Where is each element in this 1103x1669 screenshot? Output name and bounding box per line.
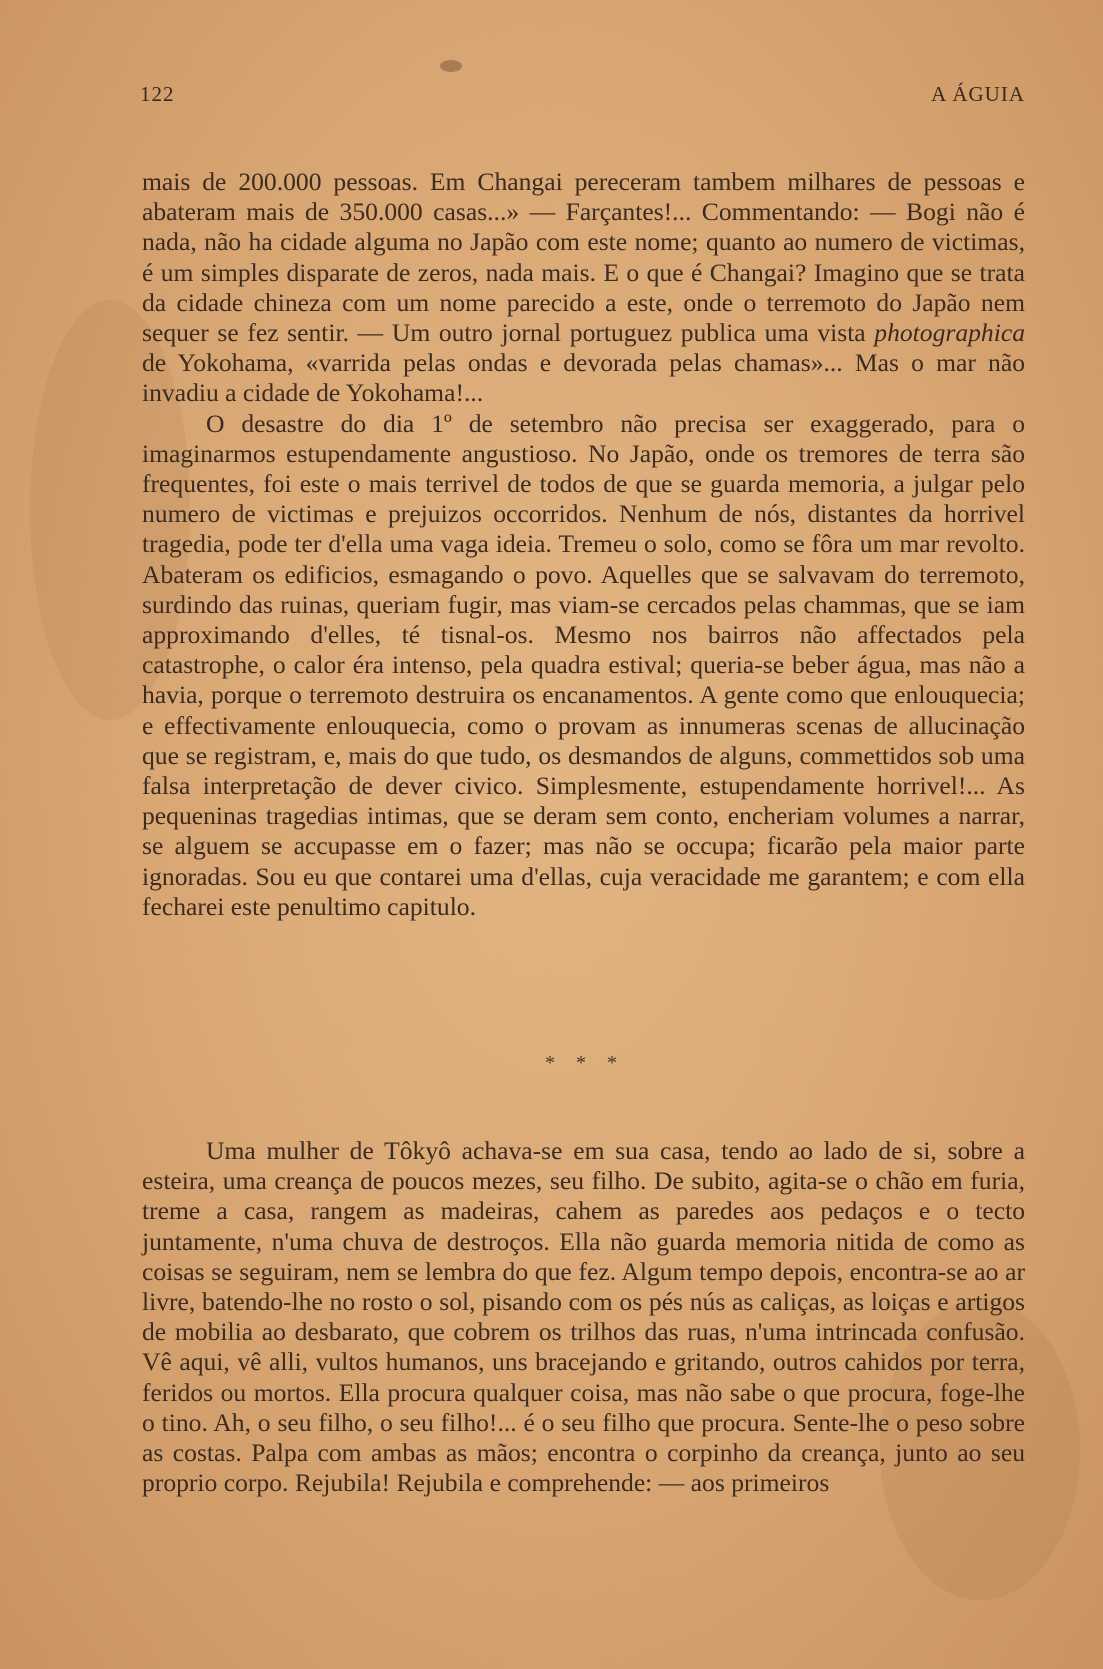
paragraph-text: de Yokohama, «varrida pelas ondas e devorada pelas chamas»... Mas o mar não invadiu a cidade de Yokohama!... — [142, 348, 1025, 408]
paragraph: O desastre do dia 1º de setembro não precisa ser exaggerado, para o imaginarmos estupendamente angustioso. No Japão, onde os tremores de terra são frequentes, foi este o mais terrivel de todos de que se guarda memoria, a julgar pelo numero de victimas e prejuizos occorridos. Nenhum de nós, distantes da horrivel tragedia, pode ter d'ella uma vaga ideia. Tremeu o solo, como se fôra um mar revolto. Abateram os edificios, esmagando o povo. Aquelles que se salvavam do terremoto, surdindo das ruinas, queriam fugir, mas viam-se cercados pelas chammas, que se iam approximando d'elles, té tisnal-os. Mesmo nos bairros não affectados pela catastrophe, o calor éra intenso, pela quadra estival; queria-se beber água, mas não a havia, porque o terremoto destruira os encanamentos. A gente como que enlouquecia; e effectivamente enlouquecia, como o provam as innumeras scenas de allucinação que se registram, e, mais do que tudo, os desmandos de alguns, commettidos sob uma falsa interpretação de dever civico. Simplesmente, estupendamente horrivel!... As pequeninas tragedias intimas, que se deram sem conto, encheriam volumes a narrar, se alguem se accupasse em o fazer; mas não se occupa; ficarão pela maior parte ignoradas. Sou eu que contarei uma d'ellas, cuja veracidade me garantem; e com ella fecharei este penultimo capitulo. — [142, 408, 1025, 921]
journal-title: A ÁGUIA — [931, 82, 1025, 106]
ink-blot — [440, 60, 462, 72]
page-number: 122 — [140, 82, 175, 106]
running-head — [140, 82, 1025, 112]
text-block-lower — [142, 1136, 1025, 1498]
italic-term: photographica — [874, 318, 1025, 348]
text-block-upper — [142, 167, 1025, 922]
paragraph-text: mais de 200.000 pessoas. Em Changai pereceram tambem milhares de pessoas e abateram mais de 350.000 casas...» — Farçantes!... Commentando: — Bogi não é nada, não ha cidade alguma no Japão com este nome; quanto ao numero de victimas, é um simples disparate de zeros, nada mais. E o que é Changai? Imagino que se trata da cidade chineza com um nome parecido a este, onde o terremoto do Japão nem sequer se fez sentir. — Um outro jornal portuguez publica uma vista — [142, 167, 1025, 348]
paragraph-continued — [142, 167, 1025, 409]
paragraph: Uma mulher de Tôkyô achava-se em sua casa, tendo ao lado de si, sobre a esteira, uma creança de poucos mezes, seu filho. De subito, agita-se o chão em furia, treme a casa, rangem as madeiras, cahem as paredes aos pedaços e o tecto juntamente, n'uma chuva de destroços. Ella não guarda memoria nitida de como as coisas se seguiram, nem se lembra do que fez. Algum tempo depois, encontra-se ao ar livre, batendo-lhe no rosto o sol, pisando com os pés nús as caliças, as loiças e artigos de mobilia ao desbarato, que cobrem os trilhos das ruas, n'uma intrincada confusão. Vê aqui, vê alli, vultos humanos, uns bracejando e gritando, outros cahidos por terra, feridos ou mortos. Ella procura qualquer coisa, mas não sabe o que procura, foge-lhe o tino. Ah, o seu filho, o seu filho!... é o seu filho que procura. Sente-lhe o peso sobre as costas. Palpa com ambas as mãos; encontra o corpinho da creança, junto ao seu proprio corpo. Rejubila! Rejubila e comprehende: — aos primeiros — [142, 1136, 1025, 1498]
section-break-asterisks: * * * — [545, 1052, 625, 1074]
